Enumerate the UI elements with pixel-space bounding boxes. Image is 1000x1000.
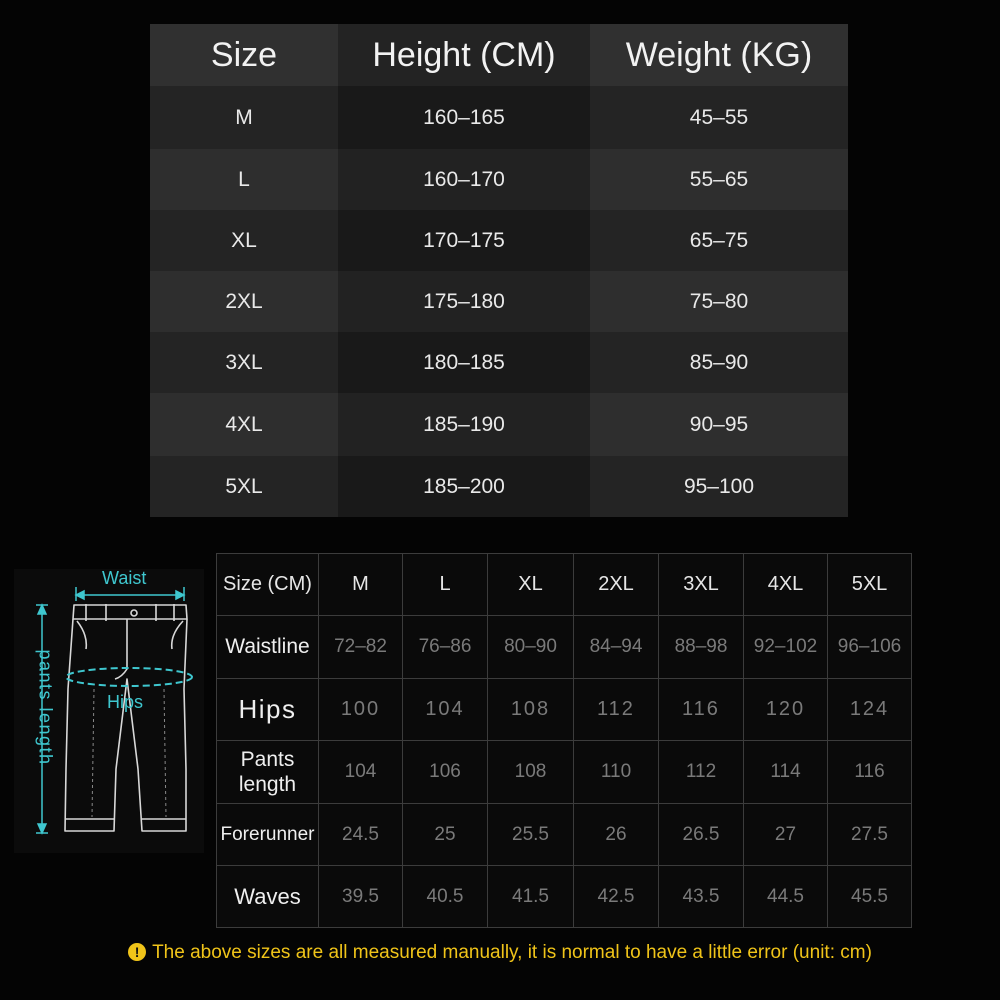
table-cell: 41.5 xyxy=(488,866,574,928)
table-header-row xyxy=(217,554,912,616)
table-cell: 112 xyxy=(574,679,659,741)
row-label-forerunner: Forerunner xyxy=(217,804,319,866)
table-cell: 26.5 xyxy=(659,804,744,866)
waist-label: Waist xyxy=(102,568,147,588)
size-column-header: L xyxy=(403,554,488,616)
table-cell: 114 xyxy=(744,741,828,804)
table-row xyxy=(150,332,848,393)
table-cell: 76–86 xyxy=(403,616,488,679)
size-cell: XL xyxy=(150,210,338,271)
pants-measurement-diagram xyxy=(14,569,204,853)
table-cell: 24.5 xyxy=(319,804,403,866)
size-column-header: 5XL xyxy=(828,554,912,616)
size-cell: 4XL xyxy=(150,393,338,456)
table-cell: 88–98 xyxy=(659,616,744,679)
table-row xyxy=(150,210,848,271)
table-cell: 42.5 xyxy=(574,866,659,928)
table-cell: 44.5 xyxy=(744,866,828,928)
weight-cell: 55–65 xyxy=(590,149,848,210)
size-column-header: XL xyxy=(488,554,574,616)
row-label-waves: Waves xyxy=(217,866,319,928)
weight-cell: 85–90 xyxy=(590,332,848,393)
height-cell: 160–165 xyxy=(338,86,590,149)
table-cell: 25 xyxy=(403,804,488,866)
height-cell: 175–180 xyxy=(338,271,590,332)
table-cell: 110 xyxy=(574,741,659,804)
table-row xyxy=(150,86,848,149)
table-cell: 116 xyxy=(828,741,912,804)
size-header-label: Size (CM) xyxy=(217,554,319,616)
table-cell: 116 xyxy=(659,679,744,741)
table-cell: 92–102 xyxy=(744,616,828,679)
size-cell: 3XL xyxy=(150,332,338,393)
weight-cell: 45–55 xyxy=(590,86,848,149)
column-header-size: Size xyxy=(150,24,338,86)
size-column-header: 3XL xyxy=(659,554,744,616)
row-label-pants-length-text: Pants length xyxy=(238,748,297,796)
height-cell: 180–185 xyxy=(338,332,590,393)
measurement-table xyxy=(216,553,912,928)
table-cell: 72–82 xyxy=(319,616,403,679)
size-cell: 5XL xyxy=(150,456,338,517)
size-column-header: 2XL xyxy=(574,554,659,616)
weight-cell: 95–100 xyxy=(590,456,848,517)
row-label-hips: Hips xyxy=(217,679,319,741)
table-cell: 108 xyxy=(488,679,574,741)
table-cell: 26 xyxy=(574,804,659,866)
table-cell: 106 xyxy=(403,741,488,804)
table-cell: 25.5 xyxy=(488,804,574,866)
table-row xyxy=(217,866,912,928)
weight-cell: 90–95 xyxy=(590,393,848,456)
size-column-header: M xyxy=(319,554,403,616)
table-cell: 80–90 xyxy=(488,616,574,679)
pants-length-label: pants length xyxy=(35,649,56,766)
size-cell: L xyxy=(150,149,338,210)
height-cell: 185–190 xyxy=(338,393,590,456)
column-header-height: Height (CM) xyxy=(338,24,590,86)
size-cell: M xyxy=(150,86,338,149)
row-label-pants-length xyxy=(217,741,319,804)
table-cell: 104 xyxy=(319,741,403,804)
height-cell: 170–175 xyxy=(338,210,590,271)
table-row xyxy=(217,679,912,741)
table-cell: 120 xyxy=(744,679,828,741)
table-header-row xyxy=(150,24,848,86)
table-row xyxy=(150,456,848,517)
table-row xyxy=(217,741,912,804)
table-cell: 43.5 xyxy=(659,866,744,928)
height-cell: 160–170 xyxy=(338,149,590,210)
size-cell: 2XL xyxy=(150,271,338,332)
warning-icon: ! xyxy=(128,943,146,961)
column-header-weight: Weight (KG) xyxy=(590,24,848,86)
height-cell: 185–200 xyxy=(338,456,590,517)
table-row xyxy=(150,271,848,332)
table-cell: 108 xyxy=(488,741,574,804)
table-cell: 124 xyxy=(828,679,912,741)
table-cell: 39.5 xyxy=(319,866,403,928)
table-cell: 112 xyxy=(659,741,744,804)
table-row xyxy=(150,149,848,210)
table-cell: 104 xyxy=(403,679,488,741)
note-text: The above sizes are all measured manually, it is normal to have a little error (unit: cm) xyxy=(152,942,872,963)
size-column-header: 4XL xyxy=(744,554,828,616)
table-cell: 27.5 xyxy=(828,804,912,866)
weight-cell: 75–80 xyxy=(590,271,848,332)
table-cell: 100 xyxy=(319,679,403,741)
row-label-waistline: Waistline xyxy=(217,616,319,679)
table-row xyxy=(150,393,848,456)
height-weight-table xyxy=(150,24,848,517)
hips-label: Hips xyxy=(107,692,144,712)
table-cell: 45.5 xyxy=(828,866,912,928)
table-cell: 84–94 xyxy=(574,616,659,679)
measurement-note xyxy=(0,942,1000,964)
table-row xyxy=(217,804,912,866)
table-cell: 27 xyxy=(744,804,828,866)
table-row xyxy=(217,616,912,679)
table-cell: 40.5 xyxy=(403,866,488,928)
weight-cell: 65–75 xyxy=(590,210,848,271)
table-cell: 96–106 xyxy=(828,616,912,679)
